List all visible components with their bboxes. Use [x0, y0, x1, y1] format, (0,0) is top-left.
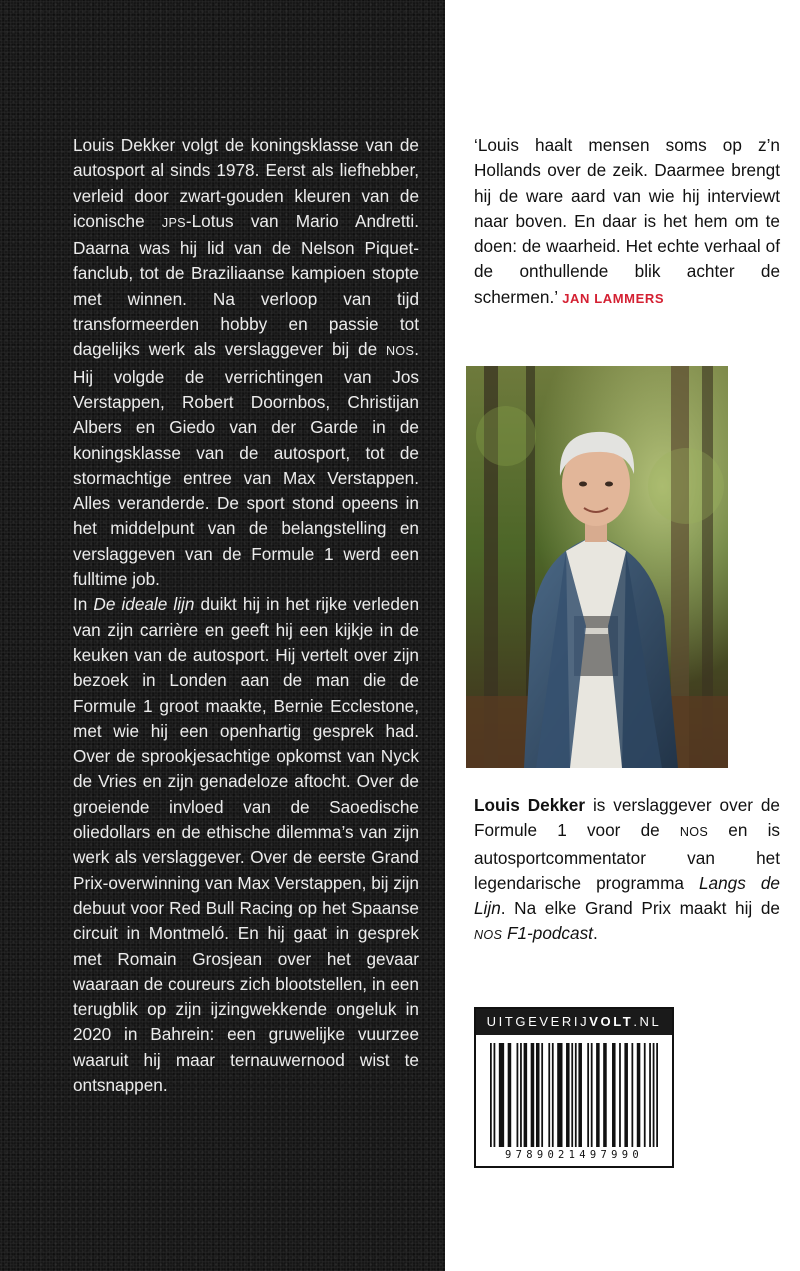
bio-part2: en is autosportcommentator van het legendarische programma — [474, 820, 780, 893]
barcode-bar — [619, 1043, 621, 1147]
publisher-url-bold: VOLT — [589, 1014, 634, 1029]
barcode-bar — [536, 1043, 540, 1147]
author-bio — [474, 793, 780, 949]
barcode-bar — [587, 1043, 589, 1147]
barcode-bar — [649, 1043, 651, 1147]
blurb-paragraph-2 — [73, 592, 419, 1098]
podcast-name: F1-podcast — [502, 923, 593, 944]
quote-text: ‘Louis haalt mensen soms op z’n Hollands over de zeik. Daarmee brengt hij de ware aard van wie hij interviewt naar boven. En daar is het hem om te doen: de waarheid. Het echte verhaal of de onthullende blik achter de schermen.’ — [474, 135, 780, 307]
publisher-url-prefix: UITGEVERIJ — [486, 1014, 590, 1029]
barcode-bar — [591, 1043, 593, 1147]
bio-author-name: Louis Dekker — [474, 795, 586, 815]
barcode-bar — [494, 1043, 496, 1147]
blurb-p2-part1: In — [73, 594, 94, 615]
barcode-bar — [499, 1043, 504, 1147]
author-photo-illustration — [466, 366, 728, 768]
barcode-bar — [531, 1043, 535, 1147]
bio-part3: . Na elke Grand Prix maakt hij de — [500, 898, 780, 919]
program-name: Langs de Lijn — [474, 872, 780, 919]
nos-abbreviation: NOS — [386, 344, 415, 359]
barcode-bar — [552, 1043, 554, 1147]
barcode-bar — [631, 1043, 633, 1147]
podcast-nos: NOS — [474, 928, 503, 943]
barcode-bar — [520, 1043, 522, 1147]
barcode — [490, 1043, 658, 1147]
blurb-p1-part3: . Hij volgde de verrichtingen van Jos Verstappen, Robert Doornbos, Christijan Albers en Giedo van der Garde in de koningsklasse van de autosport, tot de stormachtige entree van Max Verstappen. Alles veranderde. De sport stond opeens in het middelpunt van de belangstelling en verslaggeven van de Formule 1 werd een fulltime job. — [73, 339, 419, 590]
barcode-bar — [566, 1043, 570, 1147]
blurb-p2-part2: duikt hij in het rijke verleden van zijn carrière en geeft hij een kijkje in de keuken van de autosport. Hij vertelt over zijn bezoek in Londen aan de man die de Formule 1 groot maakte, Bernie Ecclestone, met wie hij een openhartig gesprek had. Over de sprookjesachtige opkomst van Nyck de Vries en zijn genadeloze aftocht. Over de groeiende invloed van de Saoedische oliedollars en de ethische dilemma’s van zijn werk als verslaggever. Over de eerste Grand Prix-overwinning van Max Verstappen, bij zijn debuut voor Red Bull Racing op het Spaanse circuit in Montmeló. En hij gaat in gesprek met Romain Grosjean over het gevaar waaraan de coureurs zich blootstellen, in een terugblik op zijn ijzingwekkende ongeluk in 2020 in Bahrein: een gruwelijke vuurzee waaruit hij maar ternauwernood wist te ontsnappen. — [73, 594, 420, 1095]
bio-paragraph — [474, 793, 780, 949]
jps-abbreviation: JPS — [161, 215, 186, 230]
isbn-barcode-block — [474, 1007, 674, 1168]
barcode-bar — [624, 1043, 628, 1147]
barcode-bar — [517, 1043, 519, 1147]
blurb-p1-part1: Louis Dekker volgt de koningsklasse van de autosport al sinds 1978. Eerst als liefhebber, verleid door zwart-gouden kleuren van de iconische — [73, 135, 419, 231]
quote-author: JAN LAMMERS — [562, 290, 665, 306]
barcode-bar — [490, 1043, 492, 1147]
blurb-p1-part2: -Lotus van Mario Andretti. Daarna was hij lid van de Nelson Piquet-fanclub, tot de Braziliaanse kampioen stopte met winnen. Na verloop van tijd transformeerden hobby en passie tot dagelijks werk als verslaggever bij de — [73, 210, 419, 360]
blurb-paragraph-1 — [73, 133, 419, 592]
bio-part4: . — [592, 923, 598, 944]
blurb-text — [73, 133, 419, 1098]
barcode-bar — [578, 1043, 582, 1147]
podcast-title — [474, 923, 593, 943]
isbn-number: 9789021497990 — [504, 1149, 644, 1161]
barcode-bar — [637, 1043, 641, 1147]
barcode-bar — [541, 1043, 543, 1147]
barcode-bar — [571, 1043, 573, 1147]
author-photo — [466, 366, 728, 768]
barcode-bar — [548, 1043, 550, 1147]
barcode-bar — [603, 1043, 607, 1147]
barcode-bar — [653, 1043, 655, 1147]
publisher-url — [476, 1009, 672, 1035]
barcode-bar — [644, 1043, 646, 1147]
endorsement-quote — [474, 133, 780, 311]
barcode-bar — [575, 1043, 577, 1147]
bio-part1: is verslaggever over de Formule 1 voor de — [474, 795, 780, 841]
barcode-bar — [524, 1043, 528, 1147]
book-title: De ideale lijn — [93, 594, 195, 615]
barcode-bar — [508, 1043, 512, 1147]
bio-nos: NOS — [679, 825, 709, 840]
barcode-bar — [596, 1043, 600, 1147]
barcode-bar — [656, 1043, 658, 1147]
barcode-bar — [612, 1043, 616, 1147]
barcode-bar — [557, 1043, 562, 1147]
publisher-url-suffix: .NL — [633, 1014, 662, 1029]
